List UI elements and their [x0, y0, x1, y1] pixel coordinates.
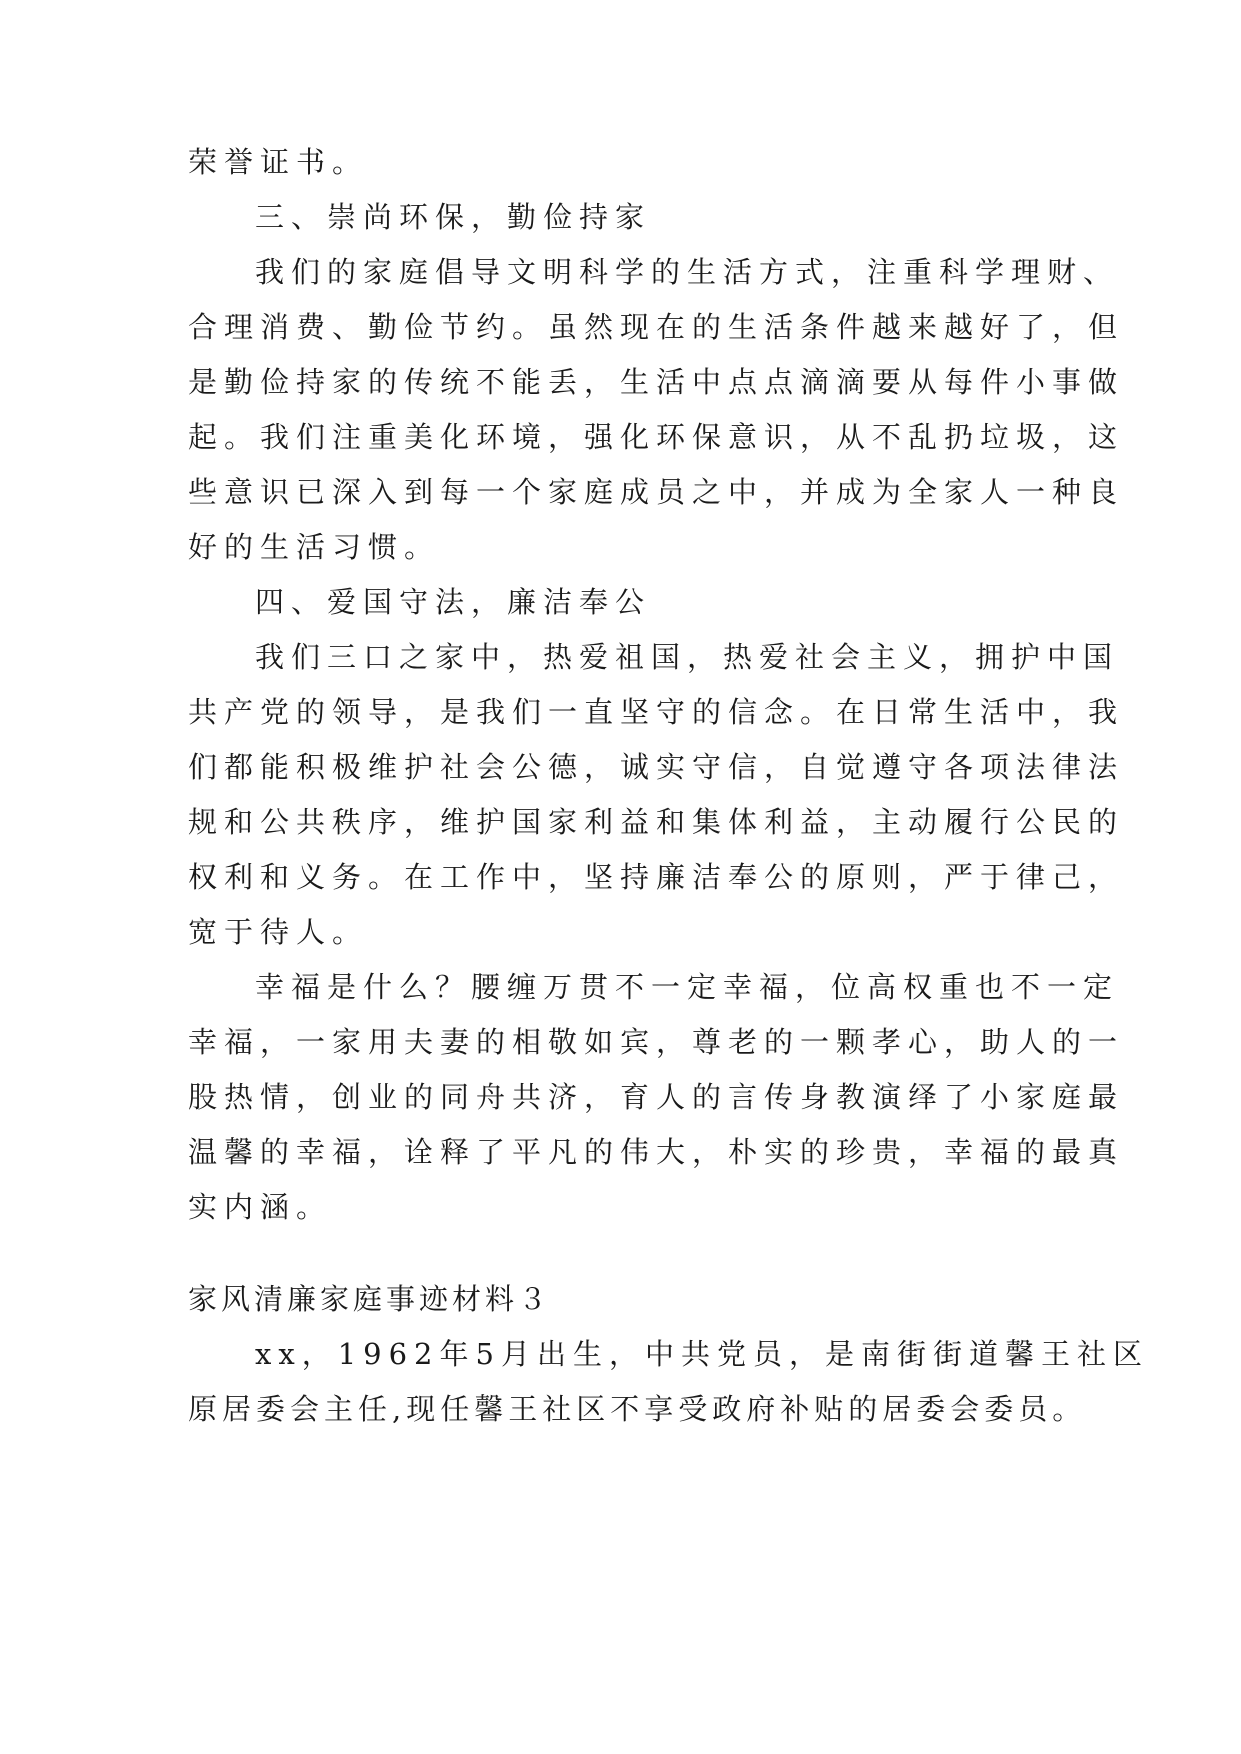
paragraph-line: 原居委会主任,现任馨王社区不享受政府补贴的居委会委员。 [188, 1392, 1087, 1426]
paragraph-line: 权利和义务。在工作中，坚持廉洁奉公的原则，严于律己， [188, 860, 1125, 894]
paragraph-line: 好的生活习惯。 [188, 530, 441, 564]
paragraph-line: 幸福，一家用夫妻的相敬如宾，尊老的一颗孝心，助人的一 [188, 1025, 1125, 1059]
paragraph-line: 是勤俭持家的传统不能丢，生活中点点滴滴要从每件小事做 [188, 365, 1125, 399]
paragraph-line: 宽于待人。 [188, 915, 369, 949]
paragraph-line: 们都能积极维护社会公德，诚实守信，自觉遵守各项法律法 [188, 750, 1125, 784]
paragraph-line: 合理消费、勤俭节约。虽然现在的生活条件越来越好了，但 [188, 310, 1125, 344]
paragraph-line: 规和公共秩序，维护国家利益和集体利益，主动履行公民的 [188, 805, 1125, 839]
paragraph-line: 温馨的幸福，诠释了平凡的伟大，朴实的珍贵，幸福的最真 [188, 1135, 1125, 1169]
paragraph-line: xx，1962年5月出生，中共党员，是南街街道馨王社区 [255, 1337, 1149, 1371]
section-heading-3: 三、崇尚环保，勤俭持家 [255, 200, 652, 234]
paragraph-line: 我们三口之家中，热爱祖国，热爱社会主义，拥护中国 [255, 640, 1120, 674]
paragraph-line: 幸福是什么？腰缠万贯不一定幸福，位高权重也不一定 [255, 970, 1120, 1004]
paragraph-line: 些意识已深入到每一个家庭成员之中，并成为全家人一种良 [188, 475, 1125, 509]
paragraph-line: 荣誉证书。 [188, 145, 369, 179]
paragraph-line: 起。我们注重美化环境，强化环保意识，从不乱扔垃圾，这 [188, 420, 1125, 454]
section-title: 家风清廉家庭事迹材料３ [188, 1282, 552, 1316]
section-heading-4: 四、爱国守法，廉洁奉公 [255, 585, 652, 619]
paragraph-line: 实内涵。 [188, 1190, 333, 1224]
paragraph-line: 我们的家庭倡导文明科学的生活方式，注重科学理财、 [255, 255, 1120, 289]
paragraph-line: 股热情，创业的同舟共济，育人的言传身教演绎了小家庭最 [188, 1080, 1125, 1114]
paragraph-line: 共产党的领导，是我们一直坚守的信念。在日常生活中，我 [188, 695, 1125, 729]
